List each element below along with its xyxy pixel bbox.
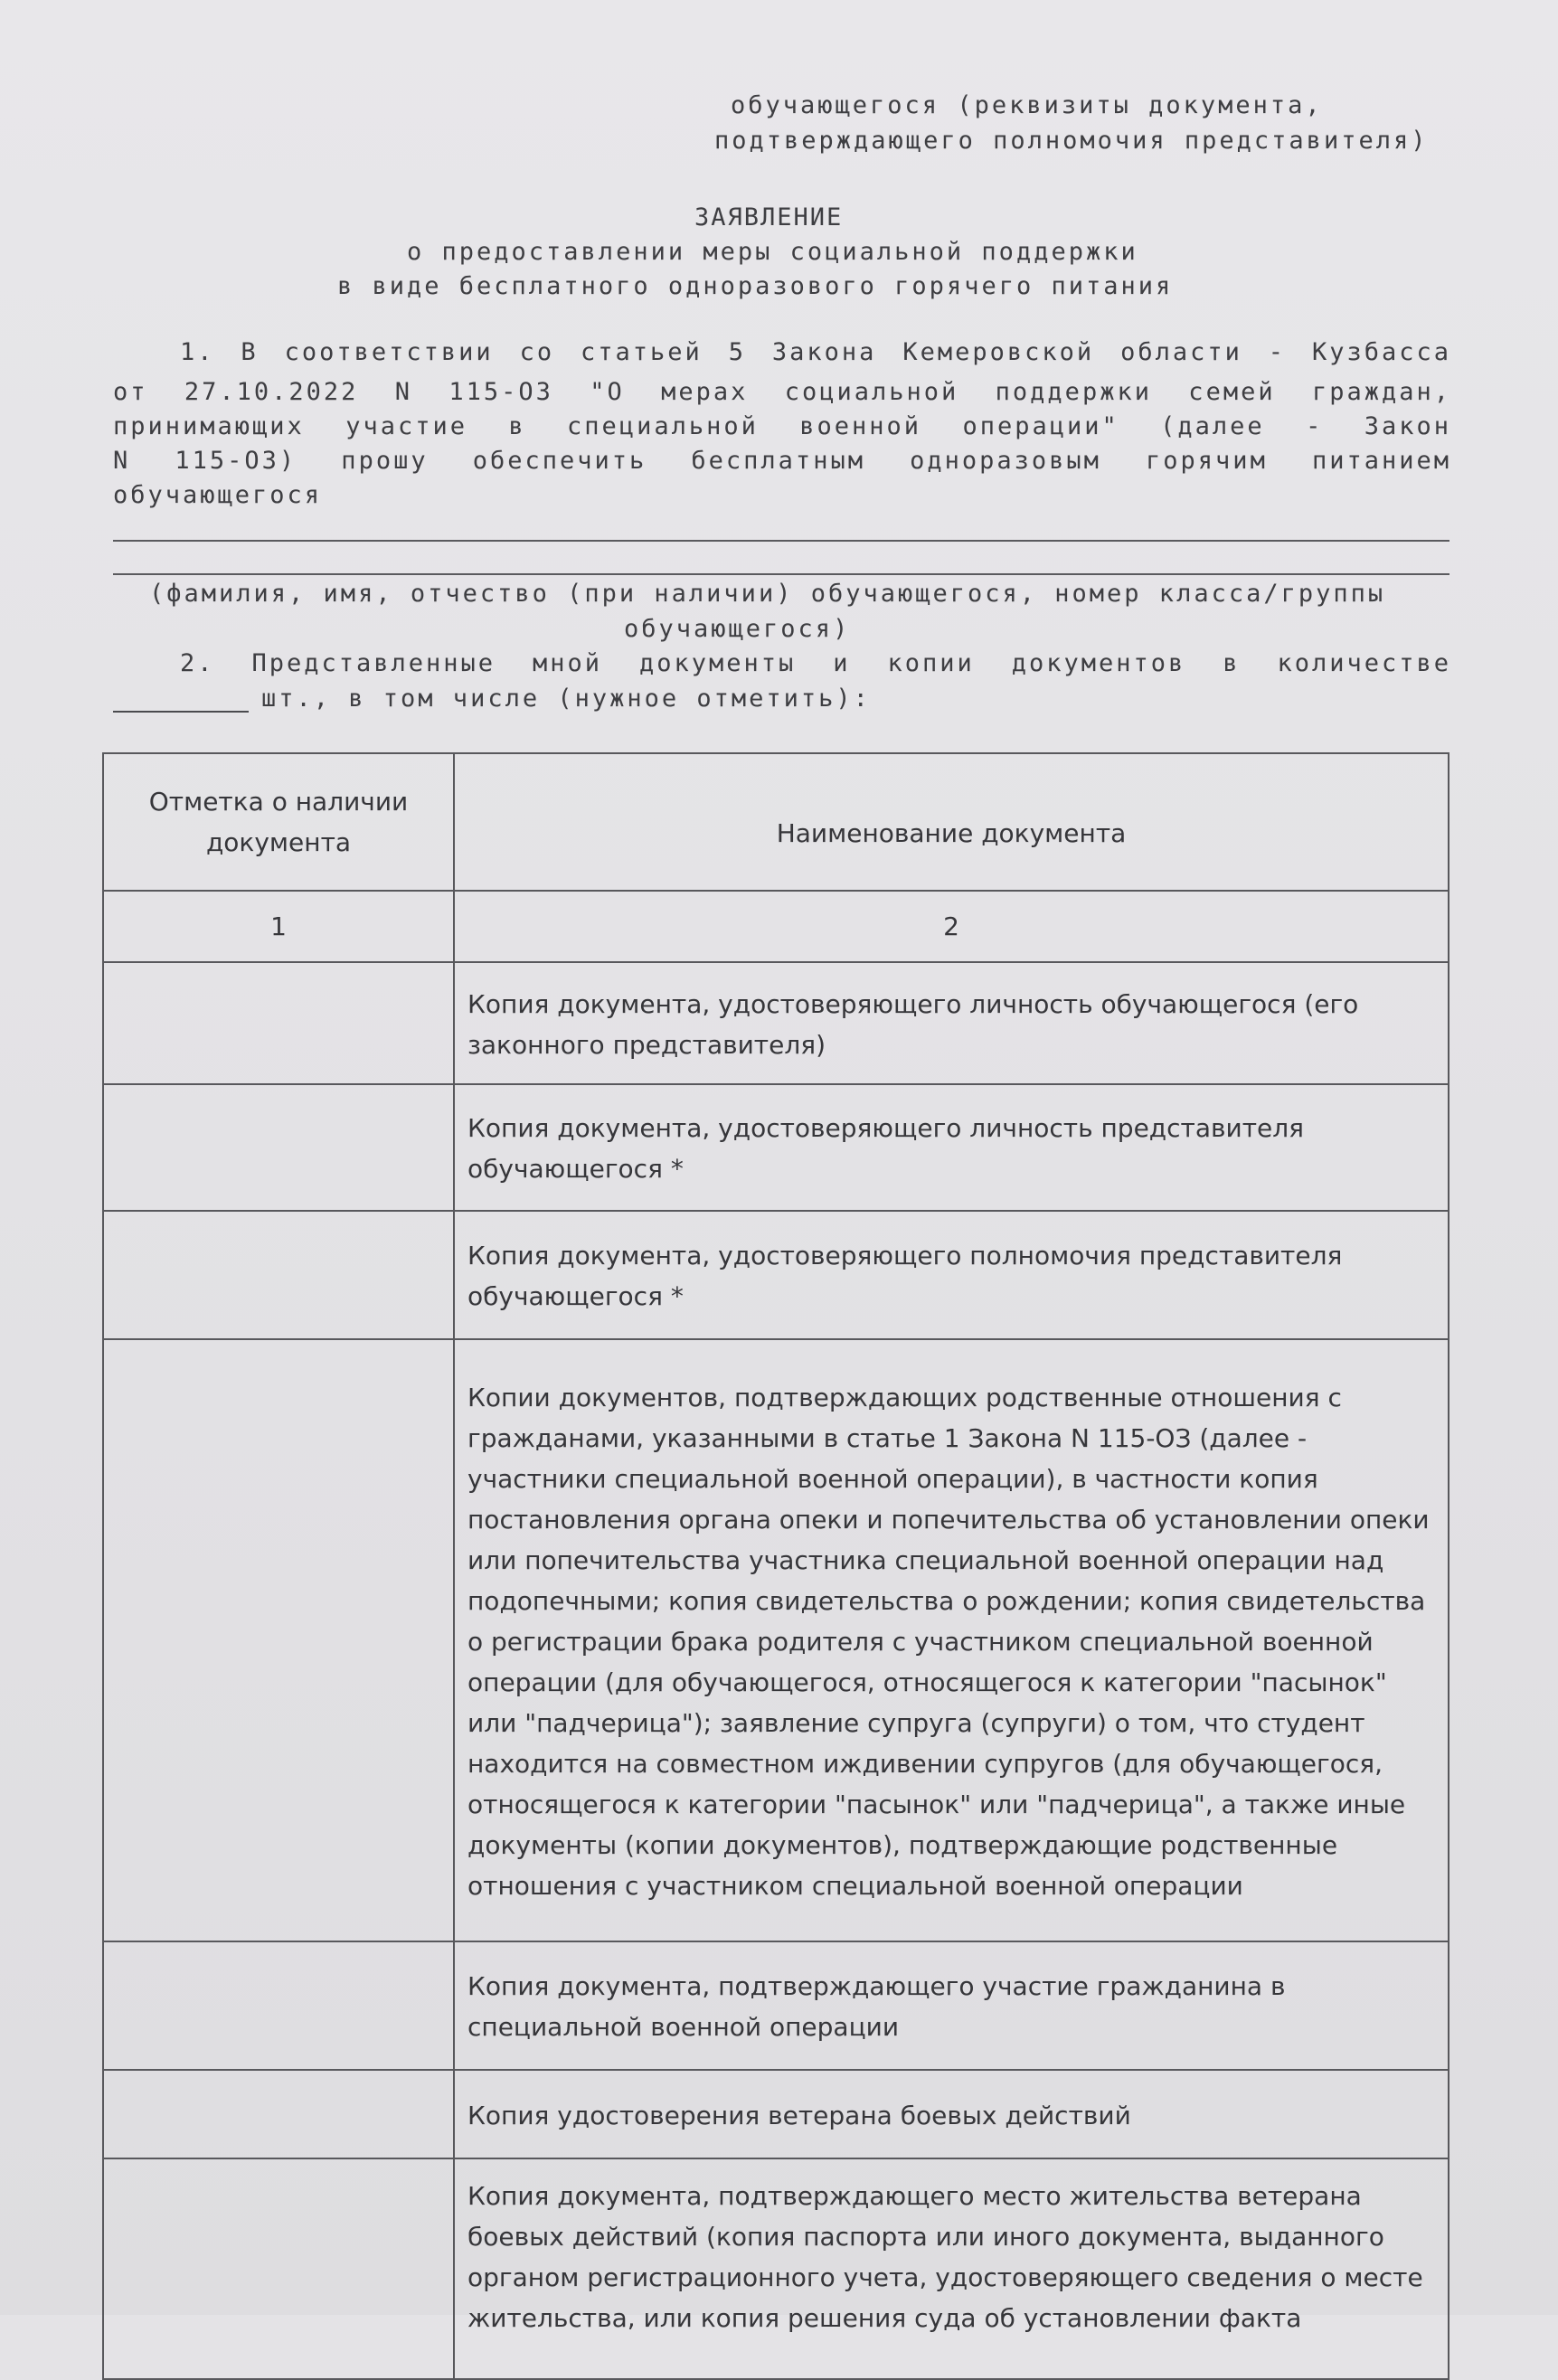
mark-cell[interactable] bbox=[103, 1339, 454, 1941]
fill-line-1[interactable] bbox=[113, 540, 1449, 542]
paragraph-1-line-3: принимающих участие в специальной военной операции" (далее - Закон bbox=[113, 412, 1451, 440]
document-count-blank[interactable] bbox=[113, 687, 249, 713]
document-name: Копия документа, подтверждающего место жительства ветерана боевых действий (копия паспорта или иного документа, выданного органом регистрационного учета, удостоверяющего сведения о месте жительства, или копия решения суда об установлении факта bbox=[454, 2158, 1449, 2379]
table-row bbox=[103, 962, 1449, 1084]
mark-cell[interactable] bbox=[103, 1084, 454, 1211]
header-line-1: обучающегося (реквизиты документа, bbox=[731, 91, 1323, 119]
table-row bbox=[103, 2070, 1449, 2158]
documents-table bbox=[102, 752, 1449, 2380]
paragraph-2-line-1: 2. Представленные мной документы и копии документов в количестве bbox=[180, 649, 1451, 677]
header-line-2: подтверждающего полномочия представителя) bbox=[714, 127, 1429, 155]
paragraph-1-line-5: обучающегося bbox=[113, 481, 323, 509]
mark-cell[interactable] bbox=[103, 1211, 454, 1339]
table-row bbox=[103, 1339, 1449, 1941]
mark-cell[interactable] bbox=[103, 2070, 454, 2158]
paragraph-1-line-4: N 115-ОЗ) прошу обеспечить бесплатным одноразовым горячим питанием bbox=[113, 447, 1451, 475]
col1-number: 1 bbox=[103, 891, 454, 962]
fill-caption-line-2: обучающегося) bbox=[624, 615, 851, 643]
paragraph-1-line-2: от 27.10.2022 N 115-ОЗ "О мерах социальной поддержки семей граждан, bbox=[113, 378, 1451, 406]
table-number-row bbox=[103, 891, 1449, 962]
subtitle-line-1: о предоставлении меры социальной поддержки bbox=[407, 238, 1138, 266]
paragraph-2-line-2 bbox=[113, 685, 871, 713]
subtitle-line-2: в виде бесплатного одноразового горячего питания bbox=[337, 272, 1174, 300]
paragraph-2-line-2-text: шт., в том числе (нужное отметить): bbox=[261, 685, 871, 713]
col2-header: Наименование документа bbox=[454, 753, 1449, 891]
col2-number: 2 bbox=[454, 891, 1449, 962]
table-row bbox=[103, 1084, 1449, 1211]
fill-caption-line-1: (фамилия, имя, отчество (при наличии) обучающегося, номер класса/группы bbox=[149, 580, 1386, 608]
document-name: Копия документа, удостоверяющего личность обучающегося (его законного представителя) bbox=[454, 962, 1449, 1084]
document-name: Копия документа, удостоверяющего полномочия представителя обучающегося * bbox=[454, 1211, 1449, 1339]
document-title: ЗАЯВЛЕНИЕ bbox=[694, 203, 844, 231]
table-header-row bbox=[103, 753, 1449, 891]
fill-line-2[interactable] bbox=[113, 573, 1449, 575]
document-name: Копии документов, подтверждающих родственные отношения с гражданами, указанными в статье 1 Закона N 115-ОЗ (далее - участники специальной военной операции), в частности копия постановления органа опеки и попечительства об установлении опеки или попечительства участника специальной военной операции над подопечными; копия свидетельства о рождении; копия свидетельства о регистрации брака родителя с участником специальной военной операции (для обучающегося, относящегося к категории "пасынок" или "падчерица"); заявление супруга (супруги) о том, что студент находится на совместном иждивении супругов (для обучающегося, относящегося к категории "пасынок" или "падчерица", а также иные документы (копии документов), подтверждающие родственные отношения с участником специальной военной операции bbox=[454, 1339, 1449, 1941]
table-row bbox=[103, 1941, 1449, 2070]
document-name: Копия документа, удостоверяющего личность представителя обучающегося * bbox=[454, 1084, 1449, 1211]
mark-cell[interactable] bbox=[103, 2158, 454, 2379]
paragraph-1-line-1: 1. В соответствии со статьей 5 Закона Кемеровской области - Кузбасса bbox=[180, 338, 1451, 366]
mark-cell[interactable] bbox=[103, 962, 454, 1084]
document-name: Копия удостоверения ветерана боевых действий bbox=[454, 2070, 1449, 2158]
mark-cell[interactable] bbox=[103, 1941, 454, 2070]
table-row bbox=[103, 2158, 1449, 2379]
table-row bbox=[103, 1211, 1449, 1339]
document-name: Копия документа, подтверждающего участие гражданина в специальной военной операции bbox=[454, 1941, 1449, 2070]
col1-header: Отметка о наличии документа bbox=[103, 753, 454, 891]
